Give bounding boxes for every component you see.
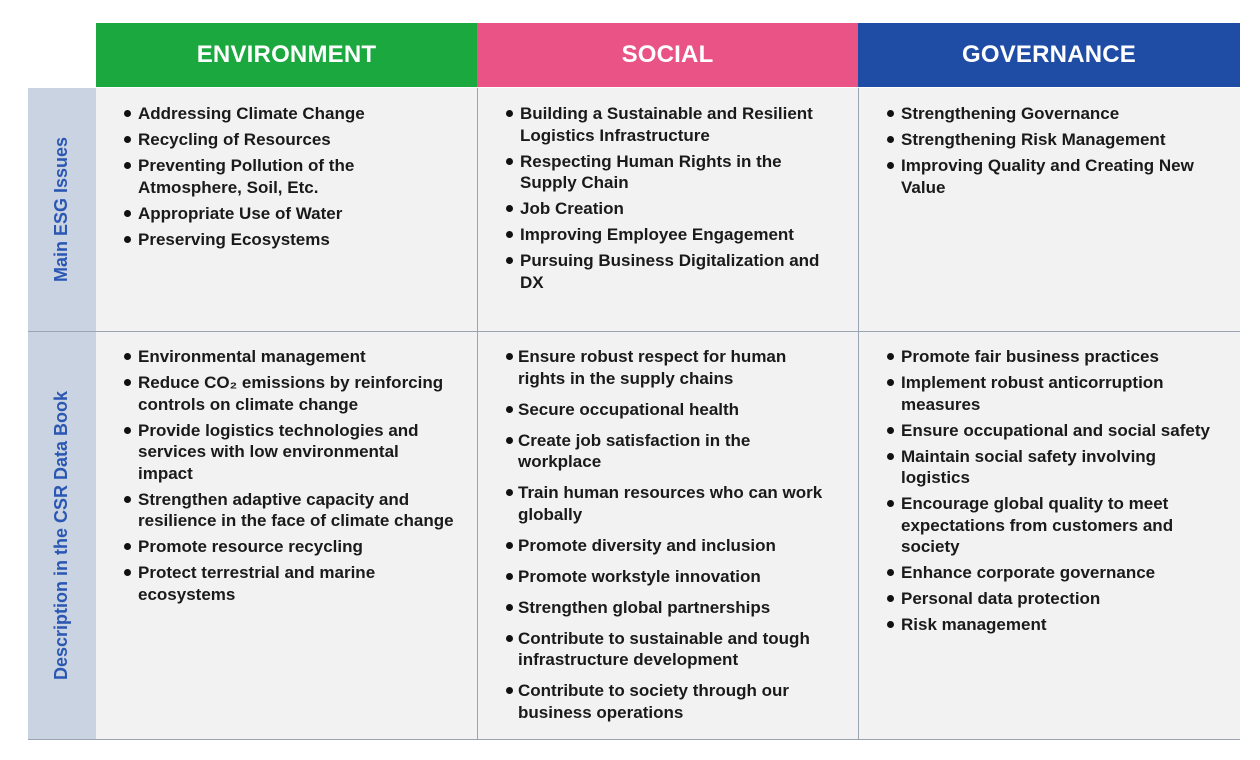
list-item: Risk management [885,614,1220,636]
list-item: Enhance corporate governance [885,562,1220,584]
list-item: Pursuing Business Digitalization and DX [504,250,838,293]
list-item: Strengthening Risk Management [885,129,1220,151]
list-item: Strengthen adaptive capacity and resilience in the face of climate change [122,489,457,532]
list-item: Ensure occupational and social safety [885,420,1220,442]
list-item: Strengthen global partnerships [506,597,838,619]
list-governance-main-issues [885,103,1220,198]
row-label-main-issues [28,88,97,331]
list-item: Preserving Ecosystems [122,229,457,251]
cell-social-description [477,332,858,739]
list-item: Train human resources who can work globally [506,482,838,525]
row-label-main-issues-text: Main ESG Issues [51,136,72,283]
list-item: Promote resource recycling [122,536,457,558]
list-item: Recycling of Resources [122,129,457,151]
cell-governance-main-issues [858,88,1240,331]
cell-governance-description [858,332,1240,739]
cell-environment-main-issues [96,88,477,331]
list-item: Contribute to society through our business operations [506,680,838,723]
header-governance: GOVERNANCE [858,23,1240,87]
list-item: Addressing Climate Change [122,103,457,125]
row-divider [28,331,1240,332]
list-social-description [506,346,838,723]
list-item: Strengthening Governance [885,103,1220,125]
list-item: Personal data protection [885,588,1220,610]
list-item: Protect terrestrial and marine ecosystems [122,562,457,605]
row-label-description-text: Description in the CSR Data Book [51,390,72,681]
list-item: Preventing Pollution of the Atmosphere, Soil, Etc. [122,155,457,198]
list-item: Promote workstyle innovation [506,566,838,588]
list-social-main-issues [504,103,838,293]
cell-environment-description [96,332,477,739]
list-item: Secure occupational health [506,399,838,421]
list-item: Maintain social safety involving logistics [885,446,1220,489]
list-item: Appropriate Use of Water [122,203,457,225]
list-item: Reduce CO₂ emissions by reinforcing controls on climate change [122,372,457,415]
list-item: Provide logistics technologies and services with low environmental impact [122,420,457,485]
cell-social-main-issues [477,88,858,331]
list-item: Promote fair business practices [885,346,1220,368]
list-item: Promote diversity and inclusion [506,535,838,557]
list-item: Environmental management [122,346,457,368]
table-bottom-border [28,739,1240,740]
list-item: Building a Sustainable and Resilient Logistics Infrastructure [504,103,838,146]
list-item: Create job satisfaction in the workplace [506,430,838,473]
list-item: Improving Employee Engagement [504,224,838,246]
header-social: SOCIAL [477,23,858,87]
list-governance-description [885,346,1220,636]
list-item: Ensure robust respect for human rights in the supply chains [506,346,838,389]
list-environment-description [122,346,457,605]
row-label-description [28,332,97,739]
list-item: Respecting Human Rights in the Supply Chain [504,151,838,194]
header-environment: ENVIRONMENT [96,23,477,87]
list-item: Contribute to sustainable and tough infrastructure development [506,628,838,671]
list-item: Improving Quality and Creating New Value [885,155,1220,198]
list-item: Implement robust anticorruption measures [885,372,1220,415]
list-environment-main-issues [122,103,457,250]
list-item: Encourage global quality to meet expectations from customers and society [885,493,1220,558]
list-item: Job Creation [504,198,838,220]
